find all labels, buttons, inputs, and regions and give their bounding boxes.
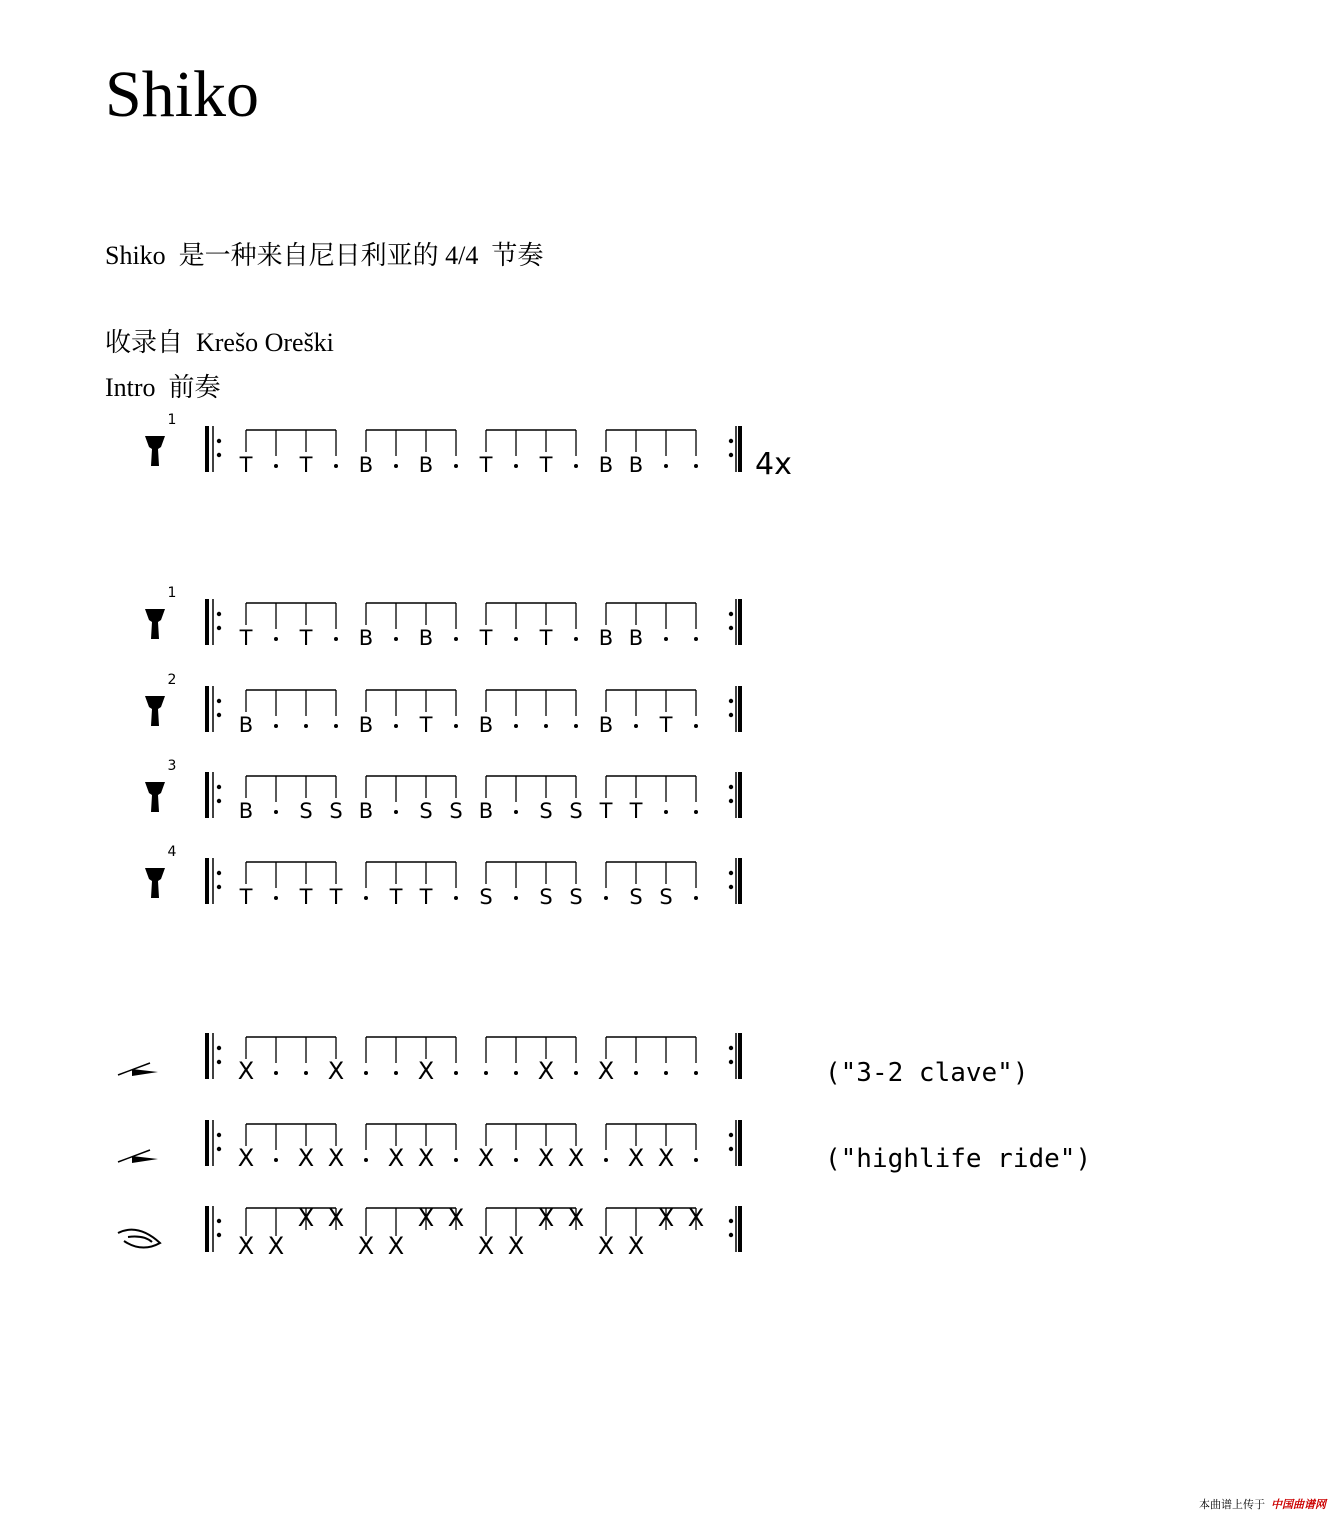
rest-dot (304, 724, 308, 728)
rest-dot (454, 1158, 458, 1162)
stroke-t: T (329, 885, 343, 909)
stroke-b: B (358, 453, 374, 477)
djembe-part-row (145, 672, 740, 737)
repeat-dot (217, 612, 221, 616)
bell-part-row (118, 1033, 740, 1085)
rest-dot (334, 724, 338, 728)
footer-text: 本曲谱上传于 (1199, 1498, 1265, 1511)
footer (1199, 1496, 1326, 1512)
stroke-b: B (628, 626, 644, 650)
part-number: 1 (167, 585, 177, 601)
shaker-part-row (118, 1204, 740, 1260)
repeat-dot (217, 799, 221, 803)
stroke-b: B (598, 713, 614, 737)
stroke-x: X (567, 1204, 585, 1232)
stroke-s: S (569, 885, 583, 909)
repeat-dot (217, 1133, 221, 1137)
djembe-icon (145, 782, 165, 812)
stroke-s: S (539, 799, 553, 823)
stroke-t: T (539, 453, 553, 477)
repeat-dot (729, 885, 733, 889)
repeat-dot (217, 1147, 221, 1151)
stroke-t: T (659, 713, 673, 737)
bell-part-row (118, 1120, 740, 1172)
rest-dot (574, 637, 578, 641)
rest-dot (664, 1071, 668, 1075)
stroke-x: X (357, 1232, 375, 1260)
repeat-dot (729, 1133, 733, 1137)
rest-dot (274, 810, 278, 814)
stroke-t: T (419, 713, 433, 737)
stroke-x: X (327, 1057, 345, 1085)
rest-dot (664, 464, 668, 468)
stroke-x: X (237, 1144, 255, 1172)
stroke-x: X (477, 1144, 495, 1172)
rest-dot (514, 637, 518, 641)
stroke-b: B (358, 626, 374, 650)
repeat-dot (217, 1233, 221, 1237)
rest-dot (454, 464, 458, 468)
part-number: 2 (167, 672, 177, 688)
stroke-t: T (239, 885, 253, 909)
rest-dot (634, 724, 638, 728)
rest-dot (394, 1071, 398, 1075)
rest-dot (454, 637, 458, 641)
stroke-b: B (358, 799, 374, 823)
stroke-x: X (417, 1144, 435, 1172)
repeat-dot (729, 799, 733, 803)
repeat-dot (217, 1046, 221, 1050)
stroke-t: T (299, 626, 313, 650)
stroke-x: X (237, 1232, 255, 1260)
stroke-x: X (297, 1144, 315, 1172)
stroke-b: B (598, 453, 614, 477)
stroke-t: T (389, 885, 403, 909)
rest-dot (544, 724, 548, 728)
repeat-dot (217, 871, 221, 875)
rest-dot (334, 637, 338, 641)
rest-dot (514, 896, 518, 900)
djembe-icon (145, 436, 165, 466)
repeat-dot (729, 871, 733, 875)
rest-dot (694, 1071, 698, 1075)
rest-dot (514, 810, 518, 814)
rest-dot (514, 464, 518, 468)
stroke-t: T (299, 453, 313, 477)
rhythm-description: Shiko 是一种来自尼日利亚的 4/4 节奏 (105, 241, 544, 270)
stroke-x: X (417, 1057, 435, 1085)
rest-dot (364, 896, 368, 900)
repeat-dot (729, 699, 733, 703)
stroke-x: X (327, 1144, 345, 1172)
stroke-x: X (687, 1204, 705, 1232)
stroke-x: X (537, 1144, 555, 1172)
rest-dot (694, 724, 698, 728)
repeat-dot (217, 785, 221, 789)
repeat-dot (729, 626, 733, 630)
rest-dot (394, 810, 398, 814)
rest-dot (574, 464, 578, 468)
source-credit: 收录自 Krešo Oreški (105, 328, 334, 357)
repeat-dot (729, 713, 733, 717)
bell-icon (132, 1069, 158, 1076)
stroke-s: S (569, 799, 583, 823)
repeat-dot (729, 612, 733, 616)
stroke-s: S (479, 885, 493, 909)
intro-row (145, 412, 792, 482)
repeat-dot (729, 1219, 733, 1223)
intro-label: Intro 前奏 (105, 373, 221, 402)
stroke-b: B (478, 799, 494, 823)
stroke-x: X (237, 1057, 255, 1085)
part-number: 3 (167, 758, 177, 774)
repeat-dot (217, 699, 221, 703)
repeat-dot (729, 785, 733, 789)
rest-dot (274, 464, 278, 468)
stroke-x: X (537, 1057, 555, 1085)
stroke-x: X (507, 1232, 525, 1260)
djembe-part-row (145, 758, 740, 823)
rest-dot (694, 637, 698, 641)
stroke-x: X (387, 1144, 405, 1172)
rest-dot (604, 896, 608, 900)
rest-dot (574, 1071, 578, 1075)
rest-dot (274, 637, 278, 641)
stroke-t: T (239, 453, 253, 477)
stroke-b: B (598, 626, 614, 650)
rest-dot (604, 1158, 608, 1162)
bell-icon (132, 1156, 158, 1163)
stroke-t: T (629, 799, 643, 823)
rest-dot (274, 1071, 278, 1075)
shaker-stroke (128, 1237, 152, 1242)
stroke-x: X (387, 1232, 405, 1260)
stroke-x: X (627, 1232, 645, 1260)
stroke-x: X (417, 1204, 435, 1232)
rest-dot (364, 1158, 368, 1162)
stroke-x: X (597, 1232, 615, 1260)
rest-dot (454, 724, 458, 728)
stroke-s: S (329, 799, 343, 823)
rest-dot (274, 1158, 278, 1162)
rest-dot (634, 1071, 638, 1075)
repeat-dot (217, 439, 221, 443)
repeat-dot (729, 439, 733, 443)
stroke-b: B (358, 713, 374, 737)
stroke-x: X (597, 1057, 615, 1085)
stroke-b: B (418, 453, 434, 477)
repeat-dot (729, 453, 733, 457)
stroke-b: B (478, 713, 494, 737)
rest-dot (394, 464, 398, 468)
shaker-icon (118, 1230, 160, 1248)
repeat-dot (729, 1147, 733, 1151)
stroke-t: T (239, 626, 253, 650)
stroke-x: X (297, 1204, 315, 1232)
rest-dot (514, 1071, 518, 1075)
stroke-s: S (419, 799, 433, 823)
clave-note: ("3-2 clave") (825, 1058, 1029, 1088)
rest-dot (334, 464, 338, 468)
repeat-dot (729, 1046, 733, 1050)
stroke-x: X (657, 1144, 675, 1172)
djembe-icon (145, 609, 165, 639)
stroke-b: B (238, 799, 254, 823)
stroke-t: T (539, 626, 553, 650)
stroke-x: X (627, 1144, 645, 1172)
stroke-b: B (418, 626, 434, 650)
stroke-s: S (539, 885, 553, 909)
stroke-t: T (299, 885, 313, 909)
repeat-count: 4x (755, 447, 792, 482)
stroke-s: S (659, 885, 673, 909)
repeat-dot (217, 453, 221, 457)
rest-dot (394, 724, 398, 728)
rest-dot (664, 637, 668, 641)
rest-dot (574, 724, 578, 728)
rest-dot (394, 637, 398, 641)
rest-dot (454, 1071, 458, 1075)
stroke-t: T (479, 626, 493, 650)
repeat-dot (729, 1060, 733, 1064)
page-title: Shiko (105, 58, 260, 131)
stroke-b: B (628, 453, 644, 477)
stroke-t: T (479, 453, 493, 477)
rest-dot (274, 896, 278, 900)
djembe-icon (145, 696, 165, 726)
rest-dot (514, 724, 518, 728)
stroke-s: S (449, 799, 463, 823)
stroke-s: S (629, 885, 643, 909)
repeat-dot (217, 1219, 221, 1223)
part-number: 4 (167, 844, 177, 860)
stroke-x: X (567, 1144, 585, 1172)
rest-dot (664, 810, 668, 814)
stroke-x: X (537, 1204, 555, 1232)
repeat-dot (217, 1060, 221, 1064)
stroke-x: X (447, 1204, 465, 1232)
stroke-t: T (599, 799, 613, 823)
rest-dot (514, 1158, 518, 1162)
rest-dot (274, 724, 278, 728)
repeat-dot (729, 1233, 733, 1237)
rest-dot (304, 1071, 308, 1075)
stroke-b: B (238, 713, 254, 737)
ride-note: ("highlife ride") (825, 1144, 1092, 1174)
repeat-dot (217, 885, 221, 889)
rest-dot (364, 1071, 368, 1075)
rest-dot (454, 896, 458, 900)
rest-dot (694, 1158, 698, 1162)
rest-dot (694, 810, 698, 814)
stroke-x: X (327, 1204, 345, 1232)
rest-dot (694, 464, 698, 468)
djembe-part-row (145, 585, 740, 650)
stroke-t: T (419, 885, 433, 909)
stroke-s: S (299, 799, 313, 823)
stroke-x: X (657, 1204, 675, 1232)
djembe-part-row (145, 844, 740, 909)
rest-dot (484, 1071, 488, 1075)
repeat-dot (217, 713, 221, 717)
repeat-dot (217, 626, 221, 630)
stroke-x: X (477, 1232, 495, 1260)
site-logo: 中国曲谱网 (1271, 1498, 1326, 1511)
djembe-icon (145, 868, 165, 898)
rest-dot (694, 896, 698, 900)
part-number: 1 (167, 412, 177, 428)
stroke-x: X (267, 1232, 285, 1260)
